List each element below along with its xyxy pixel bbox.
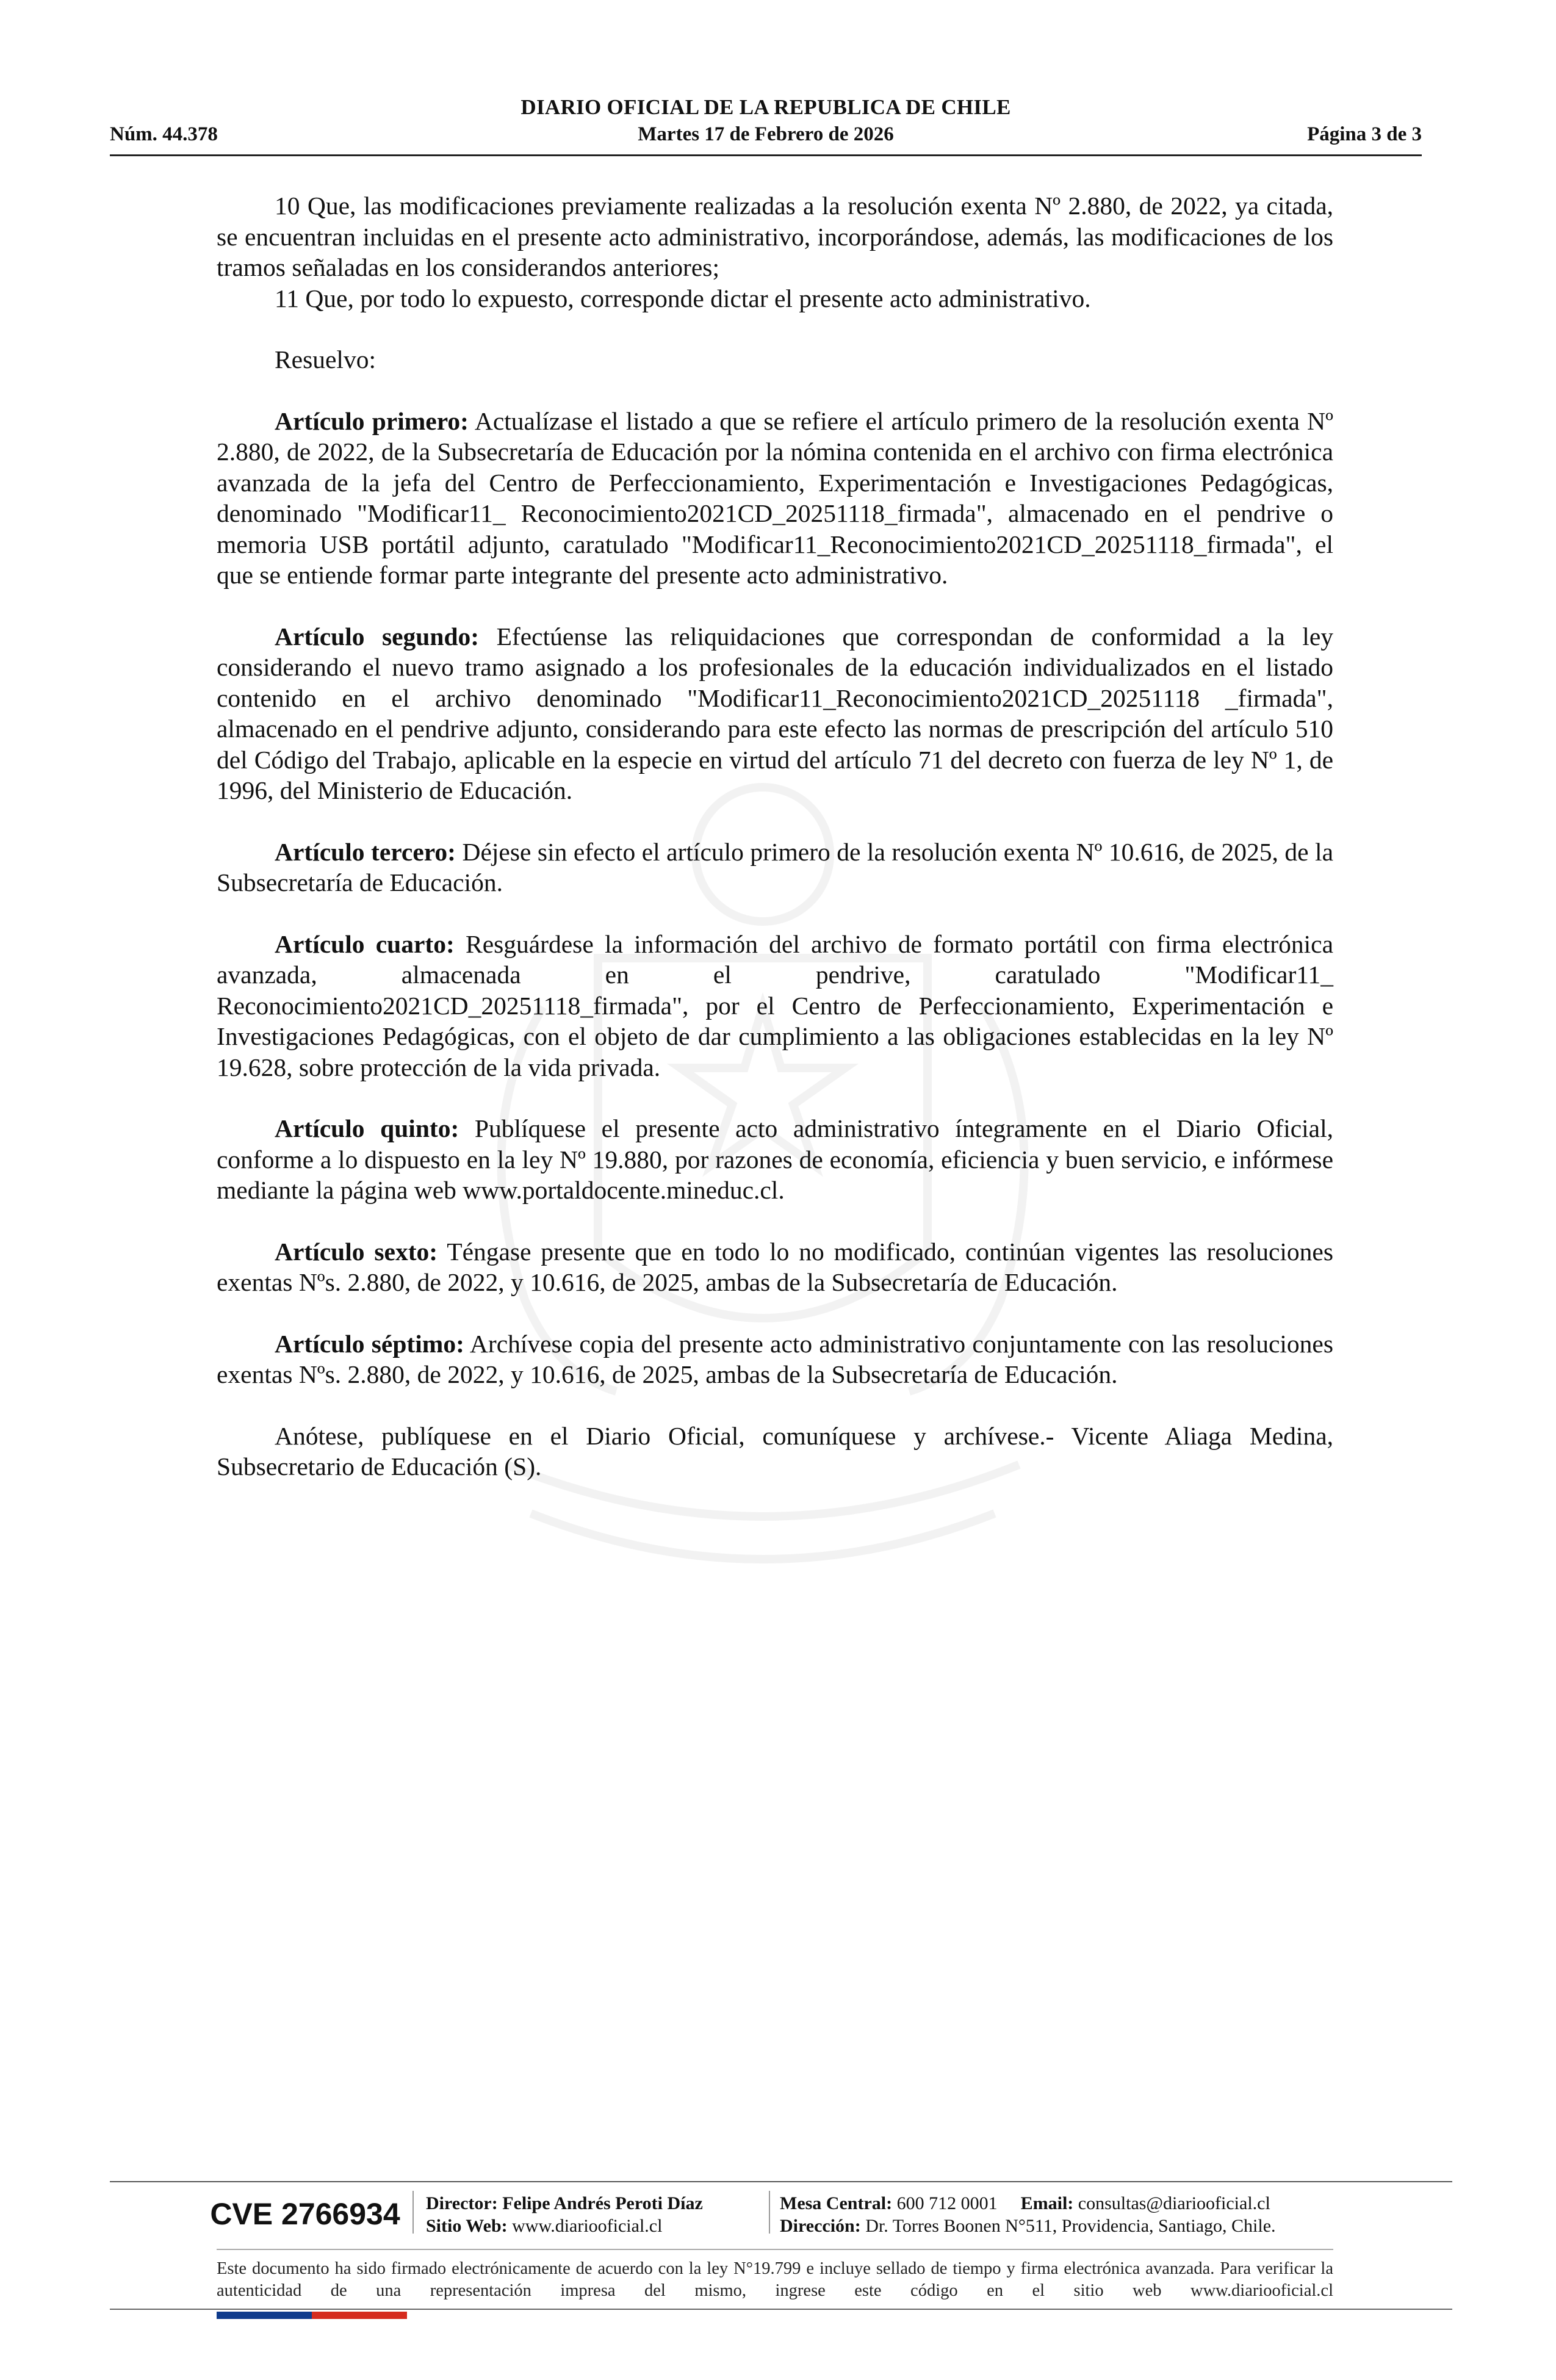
resuelvo-heading: Resuelvo: xyxy=(275,345,376,373)
footer-separator xyxy=(769,2191,770,2234)
flag-stripe-segment xyxy=(359,2312,407,2319)
issue-date: Martes 17 de Febrero de 2026 xyxy=(638,123,894,145)
article-5 xyxy=(217,1113,1333,1206)
flag-stripe-segment xyxy=(264,2312,312,2319)
article-3-label: Artículo tercero: xyxy=(275,837,456,866)
article-2-text: Efectúense las reliquidaciones que correspondan de conformidad a la ley considerando el nuevo tramo asignado a los profesionales de la educación individualizados en el listado contenido en el archivo denominado "Modificar11_Reconocimiento2021CD_20251118 _firmada", almacenado en el pendrive adjunto, considerando para este efecto las normas de prescripción del artículo 510 del Código del Trabajo, aplicable en la especie en virtud del artículo 71 del decreto con fuerza de ley Nº 1, de 1996, del Ministerio de Educación. xyxy=(217,622,1333,804)
article-1-text: Actualízase el listado a que se refiere el artículo primero de la resolución exenta Nº 2.880, de 2022, de la Subsecretaría de Educación por la nómina contenida en el archivo con firma electrónica avanzada de la jefa del Centro de Perfeccionamiento, Experimentación e Investigaciones Pedagógicas, denominado "Modificar11_ Reconocimiento2021CD_20251118_firmada", almacenado en el pendrive o memoria USB portátil adjunto, caratulado "Modificar11_Reconocimiento2021CD_20251118_firmada", el que se entiende formar parte integrante del presente acto administrativo. xyxy=(217,406,1333,589)
contact-line xyxy=(780,2192,1276,2215)
article-3 xyxy=(217,837,1333,898)
flag-stripe-segment xyxy=(312,2312,359,2319)
article-4 xyxy=(217,929,1333,1083)
considerando-11: 11 Que, por todo lo expuesto, corresponde dictar el presente acto administrativo. xyxy=(275,284,1091,312)
footer-divider-top xyxy=(110,2181,1452,2182)
article-6-label: Artículo sexto: xyxy=(275,1237,438,1266)
article-7 xyxy=(217,1329,1333,1390)
article-1 xyxy=(217,406,1333,591)
newspaper-title: DIARIO OFICIAL DE LA REPUBLICA DE CHILE xyxy=(520,95,1011,119)
article-6-text: Téngase presente que en todo lo no modificado, continúan vigentes las resoluciones exentas Nºs. 2.880, de 2022, y 10.616, de 2025, ambas de la Subsecretaría de Educación. xyxy=(217,1237,1333,1296)
legal-notice: Este documento ha sido firmado electrónicamente de acuerdo con la ley N°19.799 e incluye sellado de tiempo y firma electrónica avanzada. Para verificar la autenticidad de una representación impresa del mismo, ingrese este código en el sitio web www.diariooficial.cl xyxy=(217,2259,1333,2300)
director-line xyxy=(426,2192,703,2215)
article-2 xyxy=(217,621,1333,806)
mesa-phone: 600 712 0001 xyxy=(896,2193,998,2213)
email-label: Email: xyxy=(1020,2193,1074,2213)
issue-number: Núm. 44.378 xyxy=(110,123,218,145)
site-label: Sitio Web: xyxy=(426,2216,508,2236)
page-number: Página 3 de 3 xyxy=(1307,123,1422,145)
footer-director-block xyxy=(426,2192,703,2237)
email-link[interactable]: consultas@diariooficial.cl xyxy=(1078,2193,1270,2213)
article-5-text: Publíquese el presente acto administrativo íntegramente en el Diario Oficial, conforme a lo dispuesto en la ley Nº 19.880, por razones de economía, eficiencia y buen servicio, e infórmese mediante la página web www.portaldocente.mineduc.cl. xyxy=(217,1114,1333,1204)
footer-contact-block xyxy=(780,2192,1276,2237)
address-label: Dirección: xyxy=(780,2216,861,2236)
chile-flag-stripe xyxy=(217,2312,407,2319)
article-1-label: Artículo primero: xyxy=(275,406,469,435)
article-5-label: Artículo quinto: xyxy=(275,1114,459,1142)
director-name: Felipe Andrés Peroti Díaz xyxy=(502,2193,703,2213)
footer-divider-middle xyxy=(217,2249,1333,2250)
article-7-label: Artículo séptimo: xyxy=(275,1329,464,1358)
article-4-label: Artículo cuarto: xyxy=(275,929,455,958)
site-link[interactable]: www.diariooficial.cl xyxy=(512,2216,663,2236)
footer-separator xyxy=(412,2191,414,2234)
address-line xyxy=(780,2215,1276,2237)
flag-stripe-segment xyxy=(217,2312,264,2319)
director-label: Director: xyxy=(426,2193,498,2213)
article-4-text: Resguárdese la información del archivo de formato portátil con firma electrónica avanzada, almacenada en el pendrive, caratulado "Modificar11_ Reconocimiento2021CD_20251118_firmada", por el Centro de Perfeccionamiento, Experimentación e Investigaciones Pedagógicas, con el objeto de dar cumplimiento a las obligaciones establecidas en la ley Nº 19.628, sobre protección de la vida privada. xyxy=(217,929,1333,1081)
page-header xyxy=(110,92,1422,159)
article-2-label: Artículo segundo: xyxy=(275,622,480,651)
article-6 xyxy=(217,1236,1333,1298)
header-divider xyxy=(110,154,1422,156)
site-line xyxy=(426,2215,703,2237)
article-3-text: Déjese sin efecto el artículo primero de la resolución exenta Nº 10.616, de 2025, de la Subsecretaría de Educación. xyxy=(217,837,1334,896)
considerando-10: 10 Que, las modificaciones previamente realizadas a la resolución exenta Nº 2.880, de 2022, ya citada, se encuentran incluidas en el presente acto administrativo, incorporándose, además, las modificaciones de los tramos señaladas en los considerandos anteriores; xyxy=(217,192,1333,281)
closing-signature: Anótese, publíquese en el Diario Oficial, comuníquese y archívese.- Vicente Aliaga Medina, Subsecretario de Educación (S). xyxy=(217,1421,1333,1480)
address-value: Dr. Torres Boonen N°511, Providencia, Santiago, Chile. xyxy=(865,2216,1276,2236)
mesa-label: Mesa Central: xyxy=(780,2193,893,2213)
cve-code: CVE 2766934 xyxy=(210,2197,400,2231)
article-7-text: Archívese copia del presente acto administrativo conjuntamente con las resoluciones exentas Nºs. 2.880, de 2022, y 10.616, de 2025, ambas de la Subsecretaría de Educación. xyxy=(217,1329,1333,1388)
footer-divider-bottom xyxy=(110,2309,1452,2310)
document-body xyxy=(217,190,1333,1482)
